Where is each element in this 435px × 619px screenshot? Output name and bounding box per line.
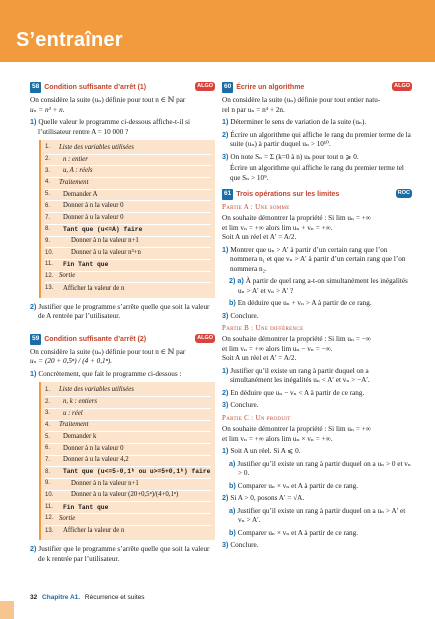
question-text: Déterminer le sens de variation de la suite (uₙ). <box>230 118 367 126</box>
exercise-header <box>30 82 215 93</box>
roc-badge: ROC <box>396 189 412 198</box>
algorithm-line <box>45 421 211 433</box>
line-number: 9. <box>45 480 51 487</box>
intro-line: rel n par uₙ = n⁴ + 2n. <box>222 105 285 114</box>
line-text: Donner à n la valeur n+1 <box>71 237 139 245</box>
question-1: 1) Quelle valeur le programme ci-dessous affiche-t-il si l’utilisateur rentre A = 10 000 ? <box>30 117 190 136</box>
page-header <box>0 0 435 62</box>
question-text: Conclure. <box>230 311 259 320</box>
line-text: u : réel <box>63 409 83 417</box>
exercise-header <box>222 82 412 93</box>
intro-line: et lim vₙ = +∞ alors lim uₙ × vₙ = +∞. <box>222 434 333 443</box>
algorithm-line <box>45 143 211 155</box>
algorithm-line <box>45 514 211 526</box>
question-b3: 3) Conclure. <box>222 400 259 410</box>
line-number: 12. <box>45 515 54 522</box>
line-number: 8. <box>45 226 51 233</box>
question-text: Justifier qu’il existe un rang à partir duquel on a uₙ > A′ et vₙ > A′. <box>237 506 406 525</box>
algorithm-line <box>45 502 211 514</box>
question-text: Conclure. <box>230 541 259 550</box>
question-text: À partir de quel rang a-t-on simultanément les inégalités uₙ > A′ et vₙ > A′ ? <box>238 277 408 295</box>
algorithm-line <box>45 409 211 421</box>
question-a2b: b) En déduire que uₙ + vₙ > A à partir de ce rang. <box>229 298 372 308</box>
question-a2a: 2) a) À partir de quel rang a-t-on simultanément les inégalités uₙ > A′ et vₙ > A′ ? <box>229 276 408 295</box>
algorithm-box <box>39 140 215 298</box>
algo-badge: ALGO <box>195 82 215 91</box>
algorithm-line <box>45 155 211 167</box>
question-2: 2) Écrire un algorithme qui affiche le rang du premier terme de la suite (uₙ) à partir duquel uₙ > 10¹⁰. <box>222 129 411 148</box>
intro-formula: uₙ = (20 + 0,5ⁿ) / (4 + 0,1ⁿ). <box>30 357 113 366</box>
part-a-title: Partie A : Une somme <box>222 203 290 211</box>
intro-line: et lim vₙ = +∞ alors lim uₙ + vₙ = +∞. <box>222 223 333 232</box>
exercise-header <box>222 189 412 200</box>
line-text: n, k : entiers <box>63 397 97 405</box>
line-number: 11. <box>45 261 53 268</box>
part-a-intro <box>222 214 412 243</box>
question-text: Justifier que le programme s’arrête quelle que soit la valeur de A rentrée par l’utilisateur. <box>38 302 210 321</box>
line-text: Sortie <box>59 272 76 280</box>
question-c2a: a) Justifier qu’il existe un rang à partir duquel on a uₙ > A′ et vₙ > A′. <box>229 505 406 525</box>
algorithm-line <box>45 456 211 468</box>
algorithm-line <box>45 178 211 190</box>
chapter-title: Récurrence et suites <box>84 594 145 601</box>
algorithm-line <box>45 166 211 178</box>
exercise-title: Condition suffisante d’arrêt (1) <box>44 83 147 91</box>
line-text: Traitement <box>59 178 89 186</box>
intro-line: Soit A un réel et A′ = A/2. <box>222 354 297 363</box>
line-text: Afficher la valeur de n <box>63 284 125 292</box>
question-c3: 3) Conclure. <box>222 540 259 550</box>
line-text: Fin Tant que <box>63 261 109 269</box>
algo-badge: ALGO <box>392 82 412 91</box>
line-number: 5. <box>45 191 51 198</box>
question-c2: 2) Si A > 0, posons A′ = √A. <box>222 493 305 503</box>
algorithm-line <box>45 491 211 503</box>
question-text: Soit A un réel. Si A ⩽ 0. <box>230 447 301 456</box>
line-number: 13. <box>45 285 54 292</box>
question-text: En déduire que uₙ + vₙ > A à partir de ce rang. <box>237 299 372 308</box>
exercise-60 <box>222 82 412 183</box>
exercise-number: 59 <box>30 334 41 345</box>
question-a1: 1) Montrer que uₙ > A′ à partir d’un certain rang que l’on nommera n₁ et que vₙ > A′ à partir d’un certain rang que l’on nommera n₂. <box>222 244 406 273</box>
exercise-title: Écrire un algorithme <box>236 83 305 91</box>
algorithm-line <box>45 237 211 249</box>
line-text: Donner à n la valeur 0 <box>63 202 124 210</box>
intro-line: On considère la suite (uₙ) définie pour tout n ∈ ℕ par <box>30 96 186 104</box>
algorithm-line <box>45 225 211 237</box>
algorithm-line <box>45 260 211 272</box>
intro-line: On souhaite démontrer la propriété : Si lim uₙ = +∞ <box>222 425 371 434</box>
algorithm-line <box>45 467 211 479</box>
part-c-title: Partie C : Un produit <box>222 413 291 422</box>
page-title: S’entraîner <box>16 29 123 51</box>
line-number: 11. <box>45 503 53 510</box>
left-column <box>30 82 215 566</box>
line-text: Donner à u la valeur n³+n <box>71 249 141 257</box>
line-text: Donner à u la valeur (20+0,5ⁿ)/(4+0,1ⁿ) <box>71 491 179 499</box>
line-number: 3. <box>45 410 51 417</box>
question-text: Si A > 0, posons A′ = √A. <box>230 494 305 503</box>
line-number: 5. <box>45 433 51 440</box>
question-text: Montrer que uₙ > A′ à partir d’un certain rang que l’on nommera n₁ et que vₙ > A′ à partir d’un certain rang que l’on nommera n₂. <box>230 245 406 273</box>
question-2: 2) Justifier que le programme s’arrête quelle que soit la valeur de k rentrée par l’utilisateur. <box>30 544 210 563</box>
question-1: 1) Déterminer le sens de variation de la suite (uₙ). <box>222 117 367 126</box>
line-number: 8. <box>45 468 51 475</box>
line-number: 1. <box>45 144 51 151</box>
intro-line: Soit A un réel et A′ = A/2. <box>222 233 297 242</box>
line-number: 4. <box>45 179 51 186</box>
question-text: Justifier qu’il existe un rang à partir duquel on a simultanément les inégalités uₙ < A′ et vₙ > −A′. <box>230 366 370 385</box>
algorithm-box <box>39 382 215 540</box>
line-number: 6. <box>45 445 51 452</box>
line-text: n : entier <box>63 155 88 163</box>
algorithm-line <box>45 526 211 538</box>
line-text: Liste des variables utilisées <box>59 143 134 151</box>
intro-formula: uₙ = n³ + n. <box>30 105 65 114</box>
line-text: Donner à u la valeur 4,2 <box>63 456 129 464</box>
exercise-intro <box>222 96 412 115</box>
algorithm-line <box>45 201 211 213</box>
intro-line: On souhaite démontrer la propriété : Si lim uₙ = +∞ <box>222 214 371 223</box>
question-text: Conclure. <box>230 401 259 410</box>
line-text: Sortie <box>59 514 76 522</box>
question-text: Concrètement, que fait le programme ci-dessous : <box>38 369 182 378</box>
question-c1: 1) Soit A un réel. Si A ⩽ 0. <box>222 446 301 456</box>
algorithm-line <box>45 272 211 284</box>
question-text: En déduire que uₙ − vₙ < A à partir de ce rang. <box>230 388 365 397</box>
question-3: 3) On note Sₙ = Σ (k=0 à n) uₖ pour tout n ⩾ 0. <box>222 151 359 161</box>
line-text: Fin Tant que <box>63 503 109 511</box>
algorithm-line <box>45 248 211 260</box>
line-number: 9. <box>45 237 51 244</box>
algorithm-line <box>45 283 211 295</box>
part-c-intro <box>222 425 412 444</box>
algorithm-line <box>45 190 211 202</box>
question-text: Justifier que le programme s’arrête quelle que soit la valeur de k rentrée par l’utilisateur. <box>38 545 210 563</box>
question-a3: 3) Conclure. <box>222 310 259 320</box>
question-b2: 2) En déduire que uₙ − vₙ < A à partir de ce rang. <box>222 387 365 397</box>
algorithm-line <box>45 385 211 397</box>
exercise-number: 61 <box>222 189 233 200</box>
question-c1b: b) Comparer uₙ × vₙ et A à partir de ce rang. <box>229 480 359 490</box>
question-text: Justifier qu’il existe un rang à partir duquel on a uₙ > 0 et vₙ > 0. <box>237 459 411 478</box>
question-c2b: b) Comparer uₙ × vₙ et A à partir de ce rang. <box>229 527 359 537</box>
exercise-intro <box>30 348 215 367</box>
line-text: Donner à n la valeur 0 <box>63 444 124 452</box>
question-text: Quelle valeur le programme ci-dessous affiche-t-il si l’utilisateur rentre A = 10 000 ? <box>38 118 190 136</box>
line-text: Liste des variables utilisées <box>59 386 134 394</box>
question-3-continued: Écrire un algorithme qui affiche le rang du premier terme tel que Sₙ > 10⁹. <box>230 164 404 182</box>
line-number: 1. <box>45 386 51 393</box>
intro-line: On considère la suite (uₙ) définie pour tout n ∈ ℕ par <box>30 347 186 356</box>
line-number: 12. <box>45 272 54 279</box>
line-text: Donner à u la valeur 0 <box>63 213 124 221</box>
algo-badge: ALGO <box>195 334 215 343</box>
intro-line: et lim vₙ = +∞ alors lim uₙ − vₙ = −∞. <box>222 344 333 353</box>
line-number: 2. <box>45 398 51 405</box>
exercise-number: 58 <box>30 82 41 93</box>
exercise-intro <box>30 96 215 115</box>
footer-bar <box>0 601 14 619</box>
line-number: 2. <box>45 156 51 163</box>
page-footer <box>30 594 145 603</box>
line-text: Tant que (u<=5-0,1ᵏ ou u>=5+0,1ᵏ) faire <box>63 468 211 476</box>
algorithm-line <box>45 479 211 491</box>
question-text: On note Sₙ = Σ (k=0 à n) uₖ pour tout n ⩾ 0. <box>230 152 359 161</box>
exercise-number: 60 <box>222 82 233 93</box>
question-text: Comparer uₙ × vₙ et A à partir de ce rang. <box>237 481 359 490</box>
exercise-title: Trois opérations sur les limites <box>236 190 340 198</box>
part-b-intro <box>222 335 412 364</box>
algorithm-line <box>45 213 211 225</box>
line-text: Afficher la valeur de n <box>63 527 125 535</box>
question-c1a: a) Justifier qu’il existe un rang à partir duquel on a uₙ > 0 et vₙ > 0. <box>229 458 411 478</box>
line-number: 10. <box>45 492 54 499</box>
part-b-title: Partie B : Une différence <box>222 324 304 333</box>
question-2: 2) Justifier que le programme s’arrête quelle que soit la valeur de A rentrée par l’utilisateur. <box>30 301 210 321</box>
line-text: Demander k <box>63 433 97 441</box>
question-b1: 1) Justifier qu’il existe un rang à partir duquel on a simultanément les inégalités uₙ < A′ et vₙ > −A′. <box>222 365 370 385</box>
exercise-title: Condition suffisante d’arrêt (2) <box>44 335 147 343</box>
algorithm-line <box>45 432 211 444</box>
exercise-header <box>30 334 215 345</box>
algorithm-line <box>45 397 211 409</box>
line-text: u, A : réels <box>63 167 93 175</box>
line-number: 4. <box>45 421 51 428</box>
exercise-61 <box>222 189 412 551</box>
line-number: 6. <box>45 202 51 209</box>
line-number: 3. <box>45 167 51 174</box>
exercise-58 <box>30 82 215 322</box>
line-text: Donner à n la valeur n+1 <box>71 479 139 487</box>
line-number: 7. <box>45 214 51 221</box>
line-text: Tant que (u<=A) faire <box>63 226 143 233</box>
page-number: 32 <box>30 594 38 601</box>
line-number: 10. <box>45 249 54 256</box>
intro-line: On souhaite démontrer la propriété : Si lim uₙ = −∞ <box>222 335 371 344</box>
question-text: Comparer uₙ × vₙ et A à partir de ce rang. <box>237 528 359 537</box>
intro-line: On considère la suite (uₙ) définie pour tout entier natu- <box>222 96 381 104</box>
line-text: Demander A <box>63 190 98 198</box>
exercise-59 <box>30 334 215 564</box>
chapter-label: Chapitre A1. <box>42 594 81 601</box>
question-1: 1) Concrètement, que fait le programme ci-dessous : <box>30 368 182 378</box>
line-text: Traitement <box>59 421 89 429</box>
line-number: 13. <box>45 527 54 534</box>
line-number: 7. <box>45 456 51 463</box>
question-text: Écrire un algorithme qui affiche le rang du premier terme de la suite (uₙ) à partir duquel uₙ > 10¹⁰. <box>230 130 411 148</box>
algorithm-line <box>45 444 211 456</box>
right-column <box>222 82 412 553</box>
